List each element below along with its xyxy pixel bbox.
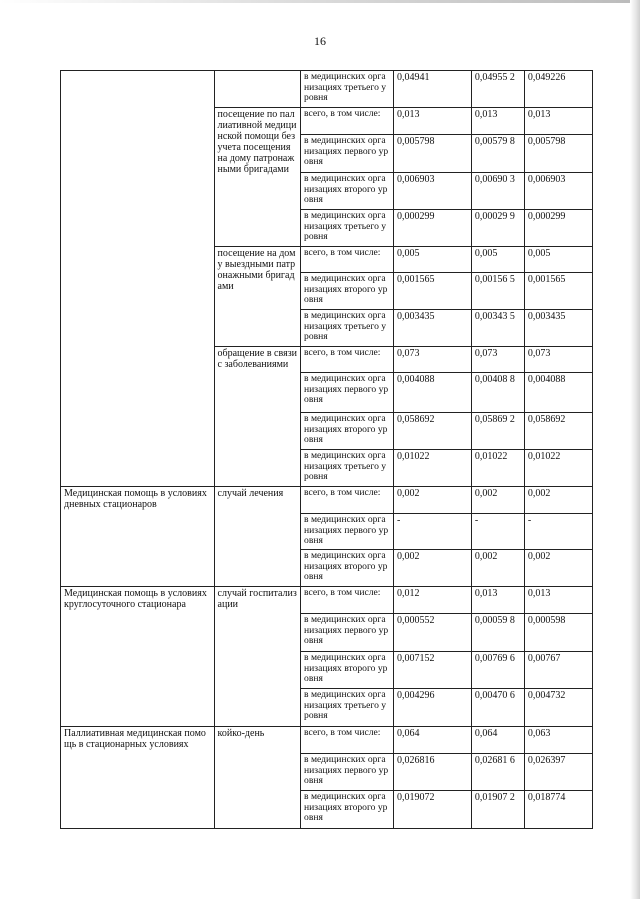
subcategory-cell: в медицинских организациях первого уровня bbox=[301, 614, 394, 652]
value-cell-2: 0,00690 3 bbox=[471, 173, 524, 210]
page-top-edge bbox=[0, 0, 640, 3]
value-cell-2: 0,073 bbox=[471, 347, 524, 373]
value-cell-1: 0,006903 bbox=[394, 173, 472, 210]
subcategory-cell: в медицинских организациях третьего уровня bbox=[301, 689, 394, 727]
unit-cell: посещение на дому выездными патронажными бригадами bbox=[214, 247, 301, 347]
table-row bbox=[61, 487, 593, 514]
value-cell-1: 0,002 bbox=[394, 550, 472, 587]
value-cell-1: 0,026816 bbox=[394, 754, 472, 791]
value-cell-3: 0,004088 bbox=[524, 373, 592, 413]
subcategory-cell: в медицинских организациях третьего уровня bbox=[301, 71, 394, 108]
value-cell-2: 0,00769 6 bbox=[471, 652, 524, 689]
table-row bbox=[61, 587, 593, 614]
category-cell: Медицинская помощь в условиях дневных стационаров bbox=[61, 487, 215, 587]
value-cell-3: 0,00767 bbox=[524, 652, 592, 689]
value-cell-2: 0,00156 5 bbox=[471, 273, 524, 310]
value-cell-1: 0,007152 bbox=[394, 652, 472, 689]
value-cell-2: 0,00408 8 bbox=[471, 373, 524, 413]
value-cell-1: 0,019072 bbox=[394, 791, 472, 829]
value-cell-2: - bbox=[471, 514, 524, 550]
unit-cell-empty bbox=[214, 71, 301, 108]
category-cell: Медицинская помощь в условиях круглосуточного стационара bbox=[61, 587, 215, 727]
subcategory-cell: в медицинских организациях второго уровня bbox=[301, 413, 394, 450]
value-cell-3: 0,000299 bbox=[524, 210, 592, 247]
value-cell-3: 0,013 bbox=[524, 108, 592, 135]
value-cell-1: 0,064 bbox=[394, 727, 472, 754]
category-cell: Паллиативная медицинская помощь в стационарных условиях bbox=[61, 727, 215, 829]
value-cell-2: 0,00029 9 bbox=[471, 210, 524, 247]
subcategory-cell: всего, в том числе: bbox=[301, 587, 394, 614]
value-cell-2: 0,00470 6 bbox=[471, 689, 524, 727]
unit-cell: случай госпитализации bbox=[214, 587, 301, 727]
value-cell-1: 0,073 bbox=[394, 347, 472, 373]
subcategory-cell: в медицинских организациях третьего уровня bbox=[301, 450, 394, 487]
subcategory-cell: в медицинских организациях первого уровня bbox=[301, 135, 394, 173]
subcategory-cell: всего, в том числе: bbox=[301, 108, 394, 135]
value-cell-1: 0,004296 bbox=[394, 689, 472, 727]
value-cell-1: 0,005798 bbox=[394, 135, 472, 173]
value-cell-2: 0,04955 2 bbox=[471, 71, 524, 108]
value-cell-1: 0,01022 bbox=[394, 450, 472, 487]
value-cell-2: 0,002 bbox=[471, 487, 524, 514]
value-cell-1: - bbox=[394, 514, 472, 550]
subcategory-cell: в медицинских организациях первого уровня bbox=[301, 514, 394, 550]
value-cell-2: 0,013 bbox=[471, 108, 524, 135]
value-cell-3: 0,026397 bbox=[524, 754, 592, 791]
value-cell-3: 0,005798 bbox=[524, 135, 592, 173]
value-cell-3: 0,018774 bbox=[524, 791, 592, 829]
table-row bbox=[61, 727, 593, 754]
unit-cell: посещение по паллиативной медицинской помощи без учета посещения на дому патронажными бригадами bbox=[214, 108, 301, 247]
value-cell-3: 0,005 bbox=[524, 247, 592, 273]
page-number: 16 bbox=[314, 34, 326, 48]
value-cell-1: 0,000552 bbox=[394, 614, 472, 652]
value-cell-2: 0,00059 8 bbox=[471, 614, 524, 652]
value-cell-1: 0,013 bbox=[394, 108, 472, 135]
category-cell-empty bbox=[61, 71, 215, 487]
subcategory-cell: в медицинских организациях второго уровня bbox=[301, 173, 394, 210]
subcategory-cell: в медицинских организациях первого уровня bbox=[301, 754, 394, 791]
subcategory-cell: в медицинских организациях второго уровня bbox=[301, 652, 394, 689]
value-cell-1: 0,005 bbox=[394, 247, 472, 273]
page-right-edge bbox=[630, 0, 640, 899]
value-cell-1: 0,000299 bbox=[394, 210, 472, 247]
value-cell-2: 0,002 bbox=[471, 550, 524, 587]
value-cell-2: 0,01022 bbox=[471, 450, 524, 487]
value-cell-2: 0,02681 6 bbox=[471, 754, 524, 791]
value-cell-1: 0,04941 bbox=[394, 71, 472, 108]
unit-cell: обращение в связи с заболеваниями bbox=[214, 347, 301, 487]
value-cell-2: 0,005 bbox=[471, 247, 524, 273]
table-row bbox=[61, 71, 593, 108]
value-cell-3: 0,063 bbox=[524, 727, 592, 754]
subcategory-cell: в медицинских организациях третьего уровня bbox=[301, 210, 394, 247]
value-cell-3: 0,004732 bbox=[524, 689, 592, 727]
value-cell-1: 0,001565 bbox=[394, 273, 472, 310]
subcategory-cell: в медицинских организациях второго уровня bbox=[301, 791, 394, 829]
unit-cell: койко-день bbox=[214, 727, 301, 829]
subcategory-cell: в медицинских организациях второго уровня bbox=[301, 273, 394, 310]
value-cell-3: 0,01022 bbox=[524, 450, 592, 487]
value-cell-2: 0,05869 2 bbox=[471, 413, 524, 450]
value-cell-3: 0,003435 bbox=[524, 310, 592, 347]
volume-standards-table bbox=[60, 70, 593, 829]
value-cell-2: 0,01907 2 bbox=[471, 791, 524, 829]
subcategory-cell: всего, в том числе: bbox=[301, 247, 394, 273]
value-cell-1: 0,002 bbox=[394, 487, 472, 514]
unit-cell: случай лечения bbox=[214, 487, 301, 587]
value-cell-1: 0,058692 bbox=[394, 413, 472, 450]
value-cell-2: 0,00343 5 bbox=[471, 310, 524, 347]
subcategory-cell: в медицинских организациях второго уровня bbox=[301, 550, 394, 587]
value-cell-3: 0,002 bbox=[524, 550, 592, 587]
value-cell-3: 0,002 bbox=[524, 487, 592, 514]
subcategory-cell: в медицинских организациях третьего уровня bbox=[301, 310, 394, 347]
value-cell-2: 0,00579 8 bbox=[471, 135, 524, 173]
value-cell-3: 0,058692 bbox=[524, 413, 592, 450]
value-cell-1: 0,003435 bbox=[394, 310, 472, 347]
subcategory-cell: всего, в том числе: bbox=[301, 487, 394, 514]
value-cell-3: - bbox=[524, 514, 592, 550]
subcategory-cell: всего, в том числе: bbox=[301, 727, 394, 754]
subcategory-cell: всего, в том числе: bbox=[301, 347, 394, 373]
value-cell-3: 0,049226 bbox=[524, 71, 592, 108]
value-cell-3: 0,006903 bbox=[524, 173, 592, 210]
subcategory-cell: в медицинских организациях первого уровня bbox=[301, 373, 394, 413]
value-cell-3: 0,073 bbox=[524, 347, 592, 373]
value-cell-3: 0,001565 bbox=[524, 273, 592, 310]
value-cell-2: 0,064 bbox=[471, 727, 524, 754]
value-cell-1: 0,012 bbox=[394, 587, 472, 614]
value-cell-3: 0,013 bbox=[524, 587, 592, 614]
value-cell-2: 0,013 bbox=[471, 587, 524, 614]
value-cell-1: 0,004088 bbox=[394, 373, 472, 413]
value-cell-3: 0,000598 bbox=[524, 614, 592, 652]
